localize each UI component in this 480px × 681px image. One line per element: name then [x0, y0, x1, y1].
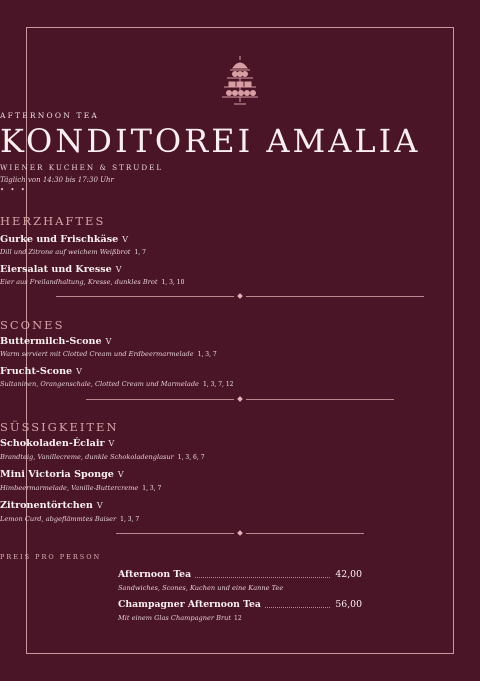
allergen-codes: 1, 3, 7: [197, 351, 217, 358]
restaurant-subtitle: WIENER KUCHEN & STRUDEL: [0, 163, 164, 172]
menu-item-label: Mini Victoria Sponge: [0, 469, 114, 480]
price-row: [118, 599, 362, 611]
menu-item-desc-text: Eier aus Freilandhaltung, Kresse, dunkles Brot: [0, 278, 158, 286]
menu-item-label: Schokoladen-Éclair: [0, 438, 105, 449]
allergen-codes: 1, 3, 7, 12: [202, 381, 234, 388]
section-divider-right: [246, 399, 394, 400]
menu-item-description: [0, 380, 480, 388]
menu-item-name: [0, 438, 480, 449]
allergen-codes: 12: [234, 615, 242, 622]
allergen-codes: 1, 7: [134, 249, 146, 256]
price-desc-text: Sandwiches, Scones, Kuchen und eine Kanne Tee: [118, 584, 284, 592]
menu-item-description: [0, 350, 480, 358]
vegetarian-marker: V: [96, 501, 103, 510]
vegetarian-marker: V: [108, 439, 115, 448]
allergen-codes: 1, 3, 7: [120, 516, 140, 523]
price-value: 56,00: [331, 599, 362, 610]
section-divider-left: [86, 399, 234, 400]
menu-item-name: [0, 366, 480, 377]
menu-item-name: [0, 234, 480, 245]
menu-item-name: [0, 500, 480, 511]
cake-stand-logo: [220, 54, 260, 106]
vegetarian-marker: V: [117, 470, 124, 479]
price-name: Champagner Afternoon Tea: [118, 599, 265, 610]
price-name: Afternoon Tea: [118, 569, 195, 580]
section-divider-right: [246, 296, 424, 297]
price-desc-text: Mit einem Glas Champagner Brut: [118, 614, 232, 622]
section-divider-right: [246, 533, 364, 534]
menu-item-desc-text: Dill und Zitrone auf weichem Weißbrot: [0, 248, 131, 256]
menu-item-description: [0, 453, 480, 461]
allergen-codes: 1, 3, 7: [142, 485, 162, 492]
pricing-heading: PREIS PRO PERSON: [0, 553, 102, 561]
menu-item-description: [0, 278, 480, 286]
price-value: 42,00: [331, 569, 362, 580]
menu-item-desc-text: Warm serviert mit Clotted Cream und Erdbeermarmelade: [0, 350, 194, 358]
price-description: [118, 614, 242, 622]
menu-item-description: [0, 484, 480, 492]
menu-item-name: [0, 264, 480, 275]
restaurant-title: KONDITOREI AMALIA: [0, 122, 421, 160]
vegetarian-marker: V: [105, 337, 112, 346]
vegetarian-marker: V: [122, 235, 129, 244]
menu-item-desc-text: Sultaninen, Orangenschale, Clotted Cream und Marmelade: [0, 380, 199, 388]
vegetarian-marker: V: [115, 265, 122, 274]
allergen-codes: 1, 3, 6, 7: [177, 454, 205, 461]
menu-item-desc-text: Himbeermarmelade, Vanille-Buttercreme: [0, 484, 139, 492]
menu-item-label: Gurke und Frischkäse: [0, 234, 119, 245]
menu-kicker: AFTERNOON TEA: [0, 111, 100, 120]
menu-item-name: [0, 336, 480, 347]
opening-hours: Täglich von 14:30 bis 17:30 Uhr: [0, 176, 114, 184]
ornament-dots: • • •: [0, 186, 27, 194]
menu-item-label: Zitronentörtchen: [0, 500, 93, 511]
price-row: [118, 569, 362, 581]
price-description: [118, 584, 283, 592]
menu-item-description: [0, 515, 480, 523]
section-title-suessigkeiten: SÜSSIGKEITEN: [0, 420, 119, 434]
menu-item-desc-text: Brandteig, Vanillecreme, dunkle Schokoladenglasur: [0, 453, 174, 461]
section-divider-left: [56, 296, 234, 297]
allergen-codes: 1, 3, 10: [161, 279, 185, 286]
menu-item-description: [0, 248, 480, 256]
section-divider-left: [116, 533, 234, 534]
menu-item-name: [0, 469, 480, 480]
vegetarian-marker: V: [76, 367, 82, 376]
menu-item-label: Buttermilch-Scone: [0, 336, 102, 347]
menu-item-label: Frucht-Scone: [0, 366, 73, 377]
section-title-scones: SCONES: [0, 318, 65, 332]
menu-item-desc-text: Lemon Curd, abgeflämmtes Baiser: [0, 515, 117, 523]
menu-item-label: Eiersalat und Kresse: [0, 264, 112, 275]
section-title-herzhaftes: HERZHAFTES: [0, 214, 106, 228]
